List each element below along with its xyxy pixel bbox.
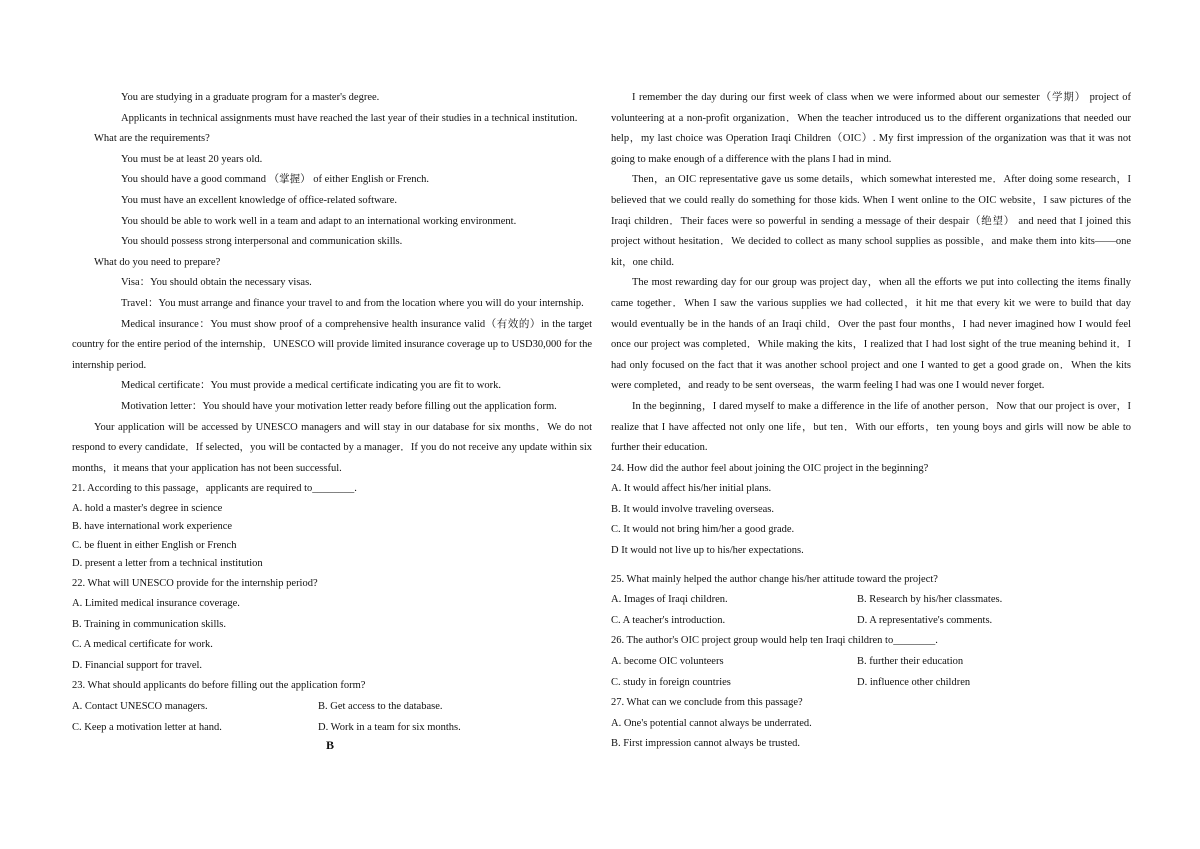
medical-insurance-item: Medical insurance：You must show proof of a comprehensive health insurance valid（有效的）in the target country for the entire period of the internship．UNESCO will provide limited insurance coverage up to USD30,000 for the internship period. (72, 318, 592, 371)
requirements-heading: What are the requirements? (94, 133, 210, 145)
requirement-item: You must have an excellent knowledge of office-related software. (121, 194, 398, 206)
question-27-stem: 27. What can we conclude from this passage? (611, 697, 803, 709)
question-24-stem: 24. How did the author feel about joining the OIC project in the beginning? (611, 462, 929, 474)
travel-item: Travel：You must arrange and finance your travel to and from the location where you will do your internship. (121, 297, 584, 309)
requirement-item: You should be able to work well in a team and adapt to an international working environment. (121, 215, 517, 227)
requirement-item: You should have a good command （掌握） of either English or French. (121, 174, 430, 186)
question-21-option: A. hold a master's degree in science (72, 502, 223, 514)
question-26-option: D. influence other children (857, 676, 971, 688)
question-24-option: A. It would affect his/her initial plans. (611, 483, 772, 495)
question-21-option: C. be fluent in either English or French (72, 539, 237, 551)
right-column (611, 88, 1131, 755)
question-22-option: C. A medical certificate for work. (72, 639, 213, 651)
prepare-heading: What do you need to prepare? (94, 256, 221, 268)
left-column (72, 88, 592, 738)
question-26-options-row (611, 673, 1131, 694)
passage-paragraph: I remember the day during our first week of class when we were informed about our semester（学期） project of volunteering at a non-profit organization．When the teacher introduced us to the different organizations that needed our help，my last choice was Operation Iraqi Children（OIC）. My first impression of the organization was that it was not going to make enough of a difference with the plans I had in mind. (611, 92, 1131, 165)
intro-line: Applicants in technical assignments must have reached the last year of their studies in a technical institution. (121, 112, 578, 124)
question-24-option: D It would not live up to his/her expectations. (611, 545, 804, 557)
requirement-item: You should possess strong interpersonal and communication skills. (121, 236, 403, 248)
question-23-option: A. Contact UNESCO managers. (72, 701, 208, 713)
medical-certificate-item: Medical certificate：You must provide a medical certificate indicating you are fit to work. (121, 380, 502, 392)
question-23-options-row (72, 697, 592, 718)
question-25-option: C. A teacher's introduction. (611, 614, 726, 626)
question-25-stem: 25. What mainly helped the author change his/her attitude toward the project? (611, 573, 938, 585)
visa-item: Visa：You should obtain the necessary visas. (121, 277, 312, 289)
question-25-option: A. Images of Iraqi children. (611, 594, 728, 606)
section-label: B (326, 738, 335, 752)
question-26-options-row (611, 652, 1131, 673)
question-23-option: C. Keep a motivation letter at hand. (72, 721, 222, 733)
question-21-stem: 21. According to this passage，applicants are required to________. (72, 483, 357, 495)
question-21-option: B. have international work experience (72, 521, 233, 533)
question-25-options-row (611, 590, 1131, 611)
question-27-option: B. First impression cannot always be trusted. (611, 738, 800, 750)
closing-paragraph: Your application will be accessed by UNESCO managers and will stay in our database for six months．We do not respond to every candidate．If selected，you will be contacted by a manager．If you do not receive any update within six months，it means that your application has not been successful. (72, 421, 592, 474)
question-25-option: B. Research by his/her classmates. (857, 594, 1003, 606)
question-25-options-row (611, 611, 1131, 632)
question-22-stem: 22. What will UNESCO provide for the internship period? (72, 577, 318, 589)
intro-line: You are studying in a graduate program for a master's degree. (121, 92, 380, 103)
question-22-option: A. Limited medical insurance coverage. (72, 598, 240, 610)
question-27-option: A. One's potential cannot always be underrated. (611, 717, 812, 729)
requirement-item: You must be at least 20 years old. (121, 153, 263, 165)
passage-paragraph: The most rewarding day for our group was project day，when all the efforts we put into collecting the items finally came together．When I saw the various supplies we had collected，it hit me that every kit we were to build that day would eventually be in the hands of an Iraqi child．Over the past four months，I had never imagined how I would feel once our project was completed．While making the kits，I realized that I had lost sight of the true meaning behind it．I had only focused on the fact that it was another school project and one I wanted to get a good grade on．When the kits were completed，and ready to be sent overseas，the warm feeling I had was one I would never forget. (611, 277, 1131, 392)
question-22-option: D. Financial support for travel. (72, 659, 203, 671)
passage-paragraph: Then，an OIC representative gave us some details，which somewhat interested me．After doing some research，I believed that we could really do something for those kids. When I went online to the OIC website，I saw pictures of the Iraqi children．Their faces were so powerful in sending a message of their despair（绝望） and need that I joined this project without hesitation．We decided to collect as many school supplies as possible，and make them into kits——one kit，one child. (611, 174, 1131, 268)
passage-paragraph: In the beginning，I dared myself to make a difference in the life of another person．Now that our project is over，I realize that I have affected not only one life，but ten．With our efforts，ten young boys and girls will now be able to further their education. (611, 400, 1131, 454)
question-26-option: C. study in foreign countries (611, 676, 731, 688)
question-26-option: A. become OIC volunteers (611, 656, 724, 668)
question-26-stem: 26. The author's OIC project group would help ten Iraqi children to________. (611, 635, 938, 647)
question-26-option: B. further their education (857, 656, 964, 668)
question-23-option: B. Get access to the database. (318, 701, 443, 713)
question-23-option: D. Work in a team for six months. (318, 721, 461, 733)
question-23-options-row (72, 718, 592, 739)
question-24-option: C. It would not bring him/her a good grade. (611, 524, 795, 536)
motivation-letter-item: Motivation letter：You should have your motivation letter ready before filling out the application form. (121, 400, 557, 412)
question-23-stem: 23. What should applicants do before filling out the application form? (72, 680, 366, 692)
question-24-option: B. It would involve traveling overseas. (611, 503, 775, 515)
question-21-option: D. present a letter from a technical institution (72, 558, 263, 570)
question-22-option: B. Training in communication skills. (72, 618, 227, 630)
spacer (611, 562, 1131, 570)
question-25-option: D. A representative's comments. (857, 614, 993, 626)
